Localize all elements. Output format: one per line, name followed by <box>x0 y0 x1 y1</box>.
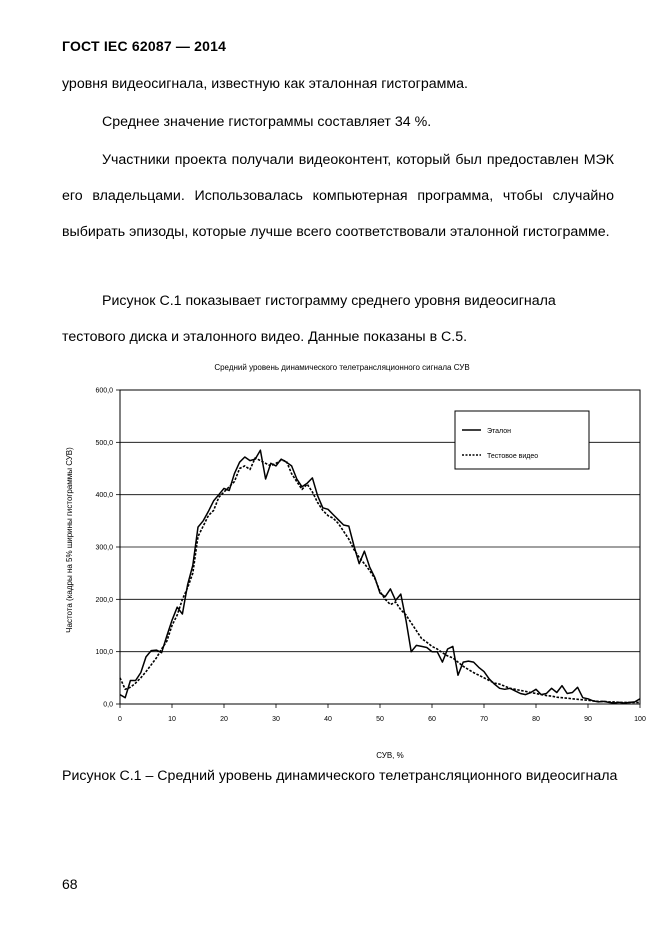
legend-label-test-video: Тестовое видео <box>487 453 539 460</box>
y-axis-ticks <box>95 388 120 709</box>
legend-label-etalon: Эталон <box>487 428 511 435</box>
chart-title: Средний уровень динамического телетрансляционного сигнала СУВ <box>214 363 470 372</box>
series-line-etalon <box>120 450 640 703</box>
x-tick-label: 80 <box>532 716 540 723</box>
x-tick-label: 10 <box>168 716 176 723</box>
document-header: ГОСТ IEC 62087 — 2014 <box>62 38 227 54</box>
x-tick-label: 30 <box>272 716 280 723</box>
series-layer <box>120 450 640 703</box>
x-axis-ticks <box>118 704 646 723</box>
y-tick-label: 400,0 <box>95 492 113 500</box>
paragraph-3: Участники проекта получали видеоконтент, который был предоставлен МЭК его владельцами. Использовалась компьютерная программа, чтобы случайно выбирать эпизоды, которые лучше всего соответствовали эталонной гистограмме. <box>62 152 614 240</box>
y-tick-label: 0,0 <box>103 701 113 709</box>
y-tick-label: 600,0 <box>95 387 113 395</box>
x-tick-label: 100 <box>634 716 646 723</box>
figure-caption: Рисунок С.1 – Средний уровень динамического телетрансляционного видеосигнала <box>62 768 618 784</box>
paragraph-4: Рисунок С.1 показывает гистограмму среднего уровня видеосигнала тестового диска и эталонного видео. Данные показаны в С.5. <box>62 293 556 345</box>
x-tick-label: 40 <box>324 716 332 723</box>
x-tick-label: 0 <box>118 716 122 723</box>
y-tick-label: 300,0 <box>95 544 113 552</box>
legend-box <box>455 411 589 469</box>
paragraph-2: Среднее значение гистограммы составляет 34 %. <box>102 114 432 130</box>
y-tick-label: 100,0 <box>95 649 113 657</box>
x-tick-label: 70 <box>480 716 488 723</box>
y-axis-label: Частота (кадры на 5% ширины гистограммы СУВ) <box>65 447 74 633</box>
legend <box>455 411 589 469</box>
x-tick-label: 50 <box>376 716 384 723</box>
paragraph-1: уровня видеосигнала, известную как эталонная гистограмма. <box>62 76 468 92</box>
page-number: 68 <box>62 876 78 892</box>
x-axis-label: СУВ, % <box>376 751 404 760</box>
y-tick-label: 500,0 <box>95 439 113 447</box>
chart-grid <box>120 442 640 651</box>
x-tick-label: 60 <box>428 716 436 723</box>
x-tick-label: 20 <box>220 716 228 723</box>
y-tick-label: 200,0 <box>95 596 113 604</box>
x-tick-label: 90 <box>584 716 592 723</box>
